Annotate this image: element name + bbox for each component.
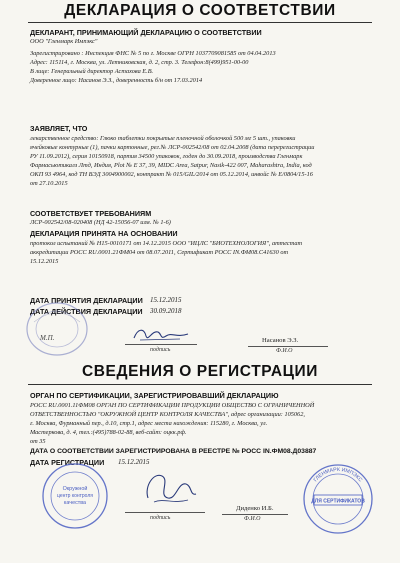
requirements-heading: СООТВЕТСТВУЕТ ТРЕБОВАНИЯМ: [30, 209, 152, 218]
accepted-date-label: ДАТА ПРИНЯТИЯ ДЕКЛАРАЦИИ: [30, 296, 143, 305]
registration-line: г. Москва, Фурманный пер., д.10, стр.1, адрес места нахождения: 115280, г. Москва, ул.: [30, 420, 268, 427]
declarant-line: В лице: Генеральный директор Астахова Е.В.: [30, 68, 154, 75]
stamp-left-line-3: качества: [63, 500, 87, 506]
signature-caption: подпись: [150, 347, 171, 353]
registration-heading: ОРГАН ПО СЕРТИФИКАЦИИ, ЗАРЕГИСТРИРОВАВШИЙ ДЕКЛАРАЦИЮ: [30, 391, 279, 400]
certification-body-stamp: [38, 462, 112, 530]
reg-name-caption: Ф.И.О: [244, 516, 261, 522]
registration-date-label: ДАТА РЕГИСТРАЦИИ: [30, 458, 105, 467]
reg-signature-line: [125, 512, 205, 513]
reg-signature-caption: подпись: [150, 515, 171, 521]
basis-line: 15.12.2015: [30, 258, 59, 265]
registrar-signature: [140, 468, 198, 508]
registration-title: СВЕДЕНИЯ О РЕГИСТРАЦИИ: [81, 363, 319, 380]
declarant-name: Насанов Э.З.: [262, 337, 299, 344]
statement-line: ОКП 93 4964, код ТН ВЭД 3004900002, контракт № 015/GIL/2014 от 05.12.2014, инвойс № E/0804/15-16: [30, 171, 313, 178]
registration-line: РОСС RU.0001.11ФМ08 ОРГАН ПО СЕРТИФИКАЦИИ ПРОДУКЦИИ ОБЩЕСТВО С ОГРАНИЧЕННОЙ: [30, 402, 315, 409]
registry-number: ДАТА О СООТВЕТСТВИИ ЗАРЕГИСТРИРОВАНА В РЕЕСТРЕ № РОСС IN.ФМ08.Д03887: [30, 448, 317, 455]
registrar-name: Диденко И.Б.: [236, 505, 274, 512]
declarant-line: Зарегистрировано : Инспекция ФНС № 5 по г. Москве ОГРН 1037709081585 от 04.04.2013: [30, 50, 276, 57]
document-title: ДЕКЛАРАЦИЯ О СООТВЕТСТВИИ: [64, 2, 336, 19]
statement-line: лекарственное средство: Глюко таблетки покрытые пленочной оболочкой 500 мг 5 шт., упаковки: [30, 135, 296, 142]
declarant-stamp: [24, 300, 90, 358]
registration-line: Мастеркова, д. 4, тел.:(495)788-02-88, веб-сайт: оцкк.рф.: [30, 429, 187, 436]
basis-line: протокол испытаний № Н15-0010171 от 14.12.2015 ООО "ИЦЛС "БИОТЕХНОЛОГИЯ", аттестат: [30, 240, 303, 247]
stamp-right-text: ДЛЯ СЕРТИФИКАТОВ: [311, 498, 365, 505]
name-line: [248, 346, 328, 347]
statement-line: ячейковые контурные (1), пачки картонные, рег.№ ЛСР-002542/08 от 02.04.2008 (дата перерегистрации: [30, 144, 315, 151]
registration-extra: от 35: [30, 438, 46, 445]
stamp-right-ring: ГЛЕНМАРК ИМПЭКС: [312, 466, 364, 484]
stamp-initials: М.П.: [40, 334, 55, 342]
declarant-signature: [132, 324, 190, 346]
registration-divider: [28, 384, 372, 385]
name-caption: Ф.И.О: [276, 348, 293, 354]
stamp-left-line-1: Окружной: [62, 486, 88, 492]
title-divider: [28, 22, 372, 23]
statement-line: РУ 11.09.2012), серия 10150918, партия 34500 упаковок, годен до 30.09.2018, производства Гленмарк: [30, 153, 303, 160]
basis-heading: ДЕКЛАРАЦИЯ ПРИНЯТА НА ОСНОВАНИИ: [30, 229, 178, 238]
reg-name-line: [222, 514, 288, 515]
registration-line: ОТВЕТСТВЕННОСТЬЮ "ОКРУЖНОЙ ЦЕНТР КОНТРОЛЯ КАЧЕСТВА", адрес организации: 105062,: [30, 411, 305, 418]
valid-date-value: 30.09.2018: [150, 307, 182, 315]
statement-line: от 27.10.2015: [30, 180, 68, 187]
statement-heading: ЗАЯВЛЯЕТ, ЧТО: [30, 124, 88, 133]
stamp-left-line-2: центр контроля: [57, 493, 93, 499]
accepted-date-value: 15.12.2015: [150, 296, 182, 304]
signature-line: [125, 344, 197, 345]
declarant-heading: ДЕКЛАРАНТ, ПРИНИМАЮЩИЙ ДЕКЛАРАЦИЮ О СООТВЕТСТВИИ: [30, 28, 262, 37]
basis-line: аккредитации РОСС RU.0001.21ФМ04 от 08.07.2011, Сертификат РОСС IN.ФМ08.С41630 от: [30, 249, 289, 256]
requirements-line: ЛСР-002542/08-020408 (НД 42-15056-07 изм. № 1-6): [30, 219, 171, 226]
registration-date-value: 15.12.2015: [118, 458, 150, 466]
declarant-line: Адрес: 115114, г. Москва, ул. Летниковская, д. 2, стр. 3. Телефон:8(499)951-00-00: [30, 59, 249, 66]
valid-date-label: ДАТА ДЕЙСТВИЯ ДЕКЛАРАЦИИ: [30, 307, 143, 316]
company-stamp: [300, 463, 376, 535]
declarant-line: Доверенное лицо: Насанов Э.З., доверенность б/н от 17.03.2014: [30, 77, 203, 84]
statement-line: Фармасьютикалз Лтд, Индия, Plot № E 37, 39, MIDC Area, Satpur, Nasik-422 007, Maharashtra, India, код: [30, 162, 312, 169]
declarant-line: ООО "Гленмарк Импэкс": [30, 38, 98, 45]
